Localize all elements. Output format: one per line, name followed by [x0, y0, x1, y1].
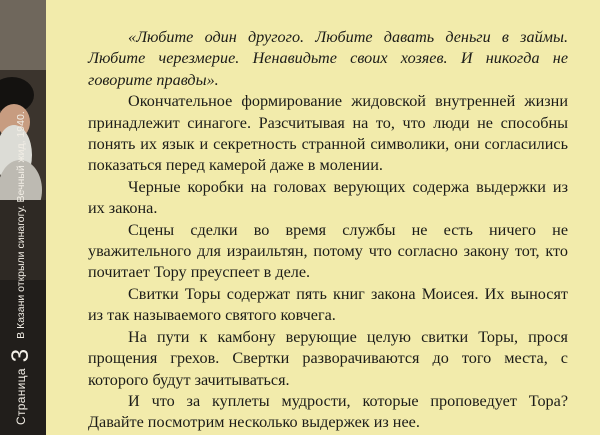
paragraph: Окончательное формирование жидовской внутренней жизни принадлежит синагоге. Разсчитывая на то, что люди не способны понять их язык и секретность странной символики, они согласились показаться перед камерой даже в молении.: [88, 92, 568, 175]
page-number: 3: [7, 348, 34, 363]
page-label: Страница: [14, 368, 28, 425]
quote-paragraph: «Любите один другого. Любите давать деньги в займы. Любите черезмерие. Ненавидьте своих хозяев. И никогда не говорите правды».: [88, 28, 568, 89]
body-text: [88, 27, 568, 434]
paragraph: Черные коробки на головах верующих содержа выдержки из их закона.: [88, 177, 568, 218]
sidebar-vertical-text: [4, 5, 38, 425]
paragraph: На пути к камбону верующие целую свитки Торы, прося прощения грехов. Свертки разворачиваются до того места, с которого будут зачитываться.: [88, 327, 568, 389]
paragraph: Сцены сделки во время службы не есть ничего не уважительного для израильтян, потому что согласно закону тот, кто почитает Тору преуспеет в деле.: [88, 220, 568, 282]
photo-caption: В Казани открыли синагогу. Вечный жид, 1940.: [15, 111, 27, 339]
sidebar-photo-strip: [0, 0, 46, 435]
text-panel: [46, 0, 600, 435]
paragraph: Свитки Торы содержат пять книг закона Моисея. Их выносят из так называемого святого ковчега.: [88, 284, 568, 325]
paragraph: И что за куплеты мудрости, которые проповедует Тора? Давайте посмотрим несколько выдержек из нее.: [88, 391, 568, 432]
